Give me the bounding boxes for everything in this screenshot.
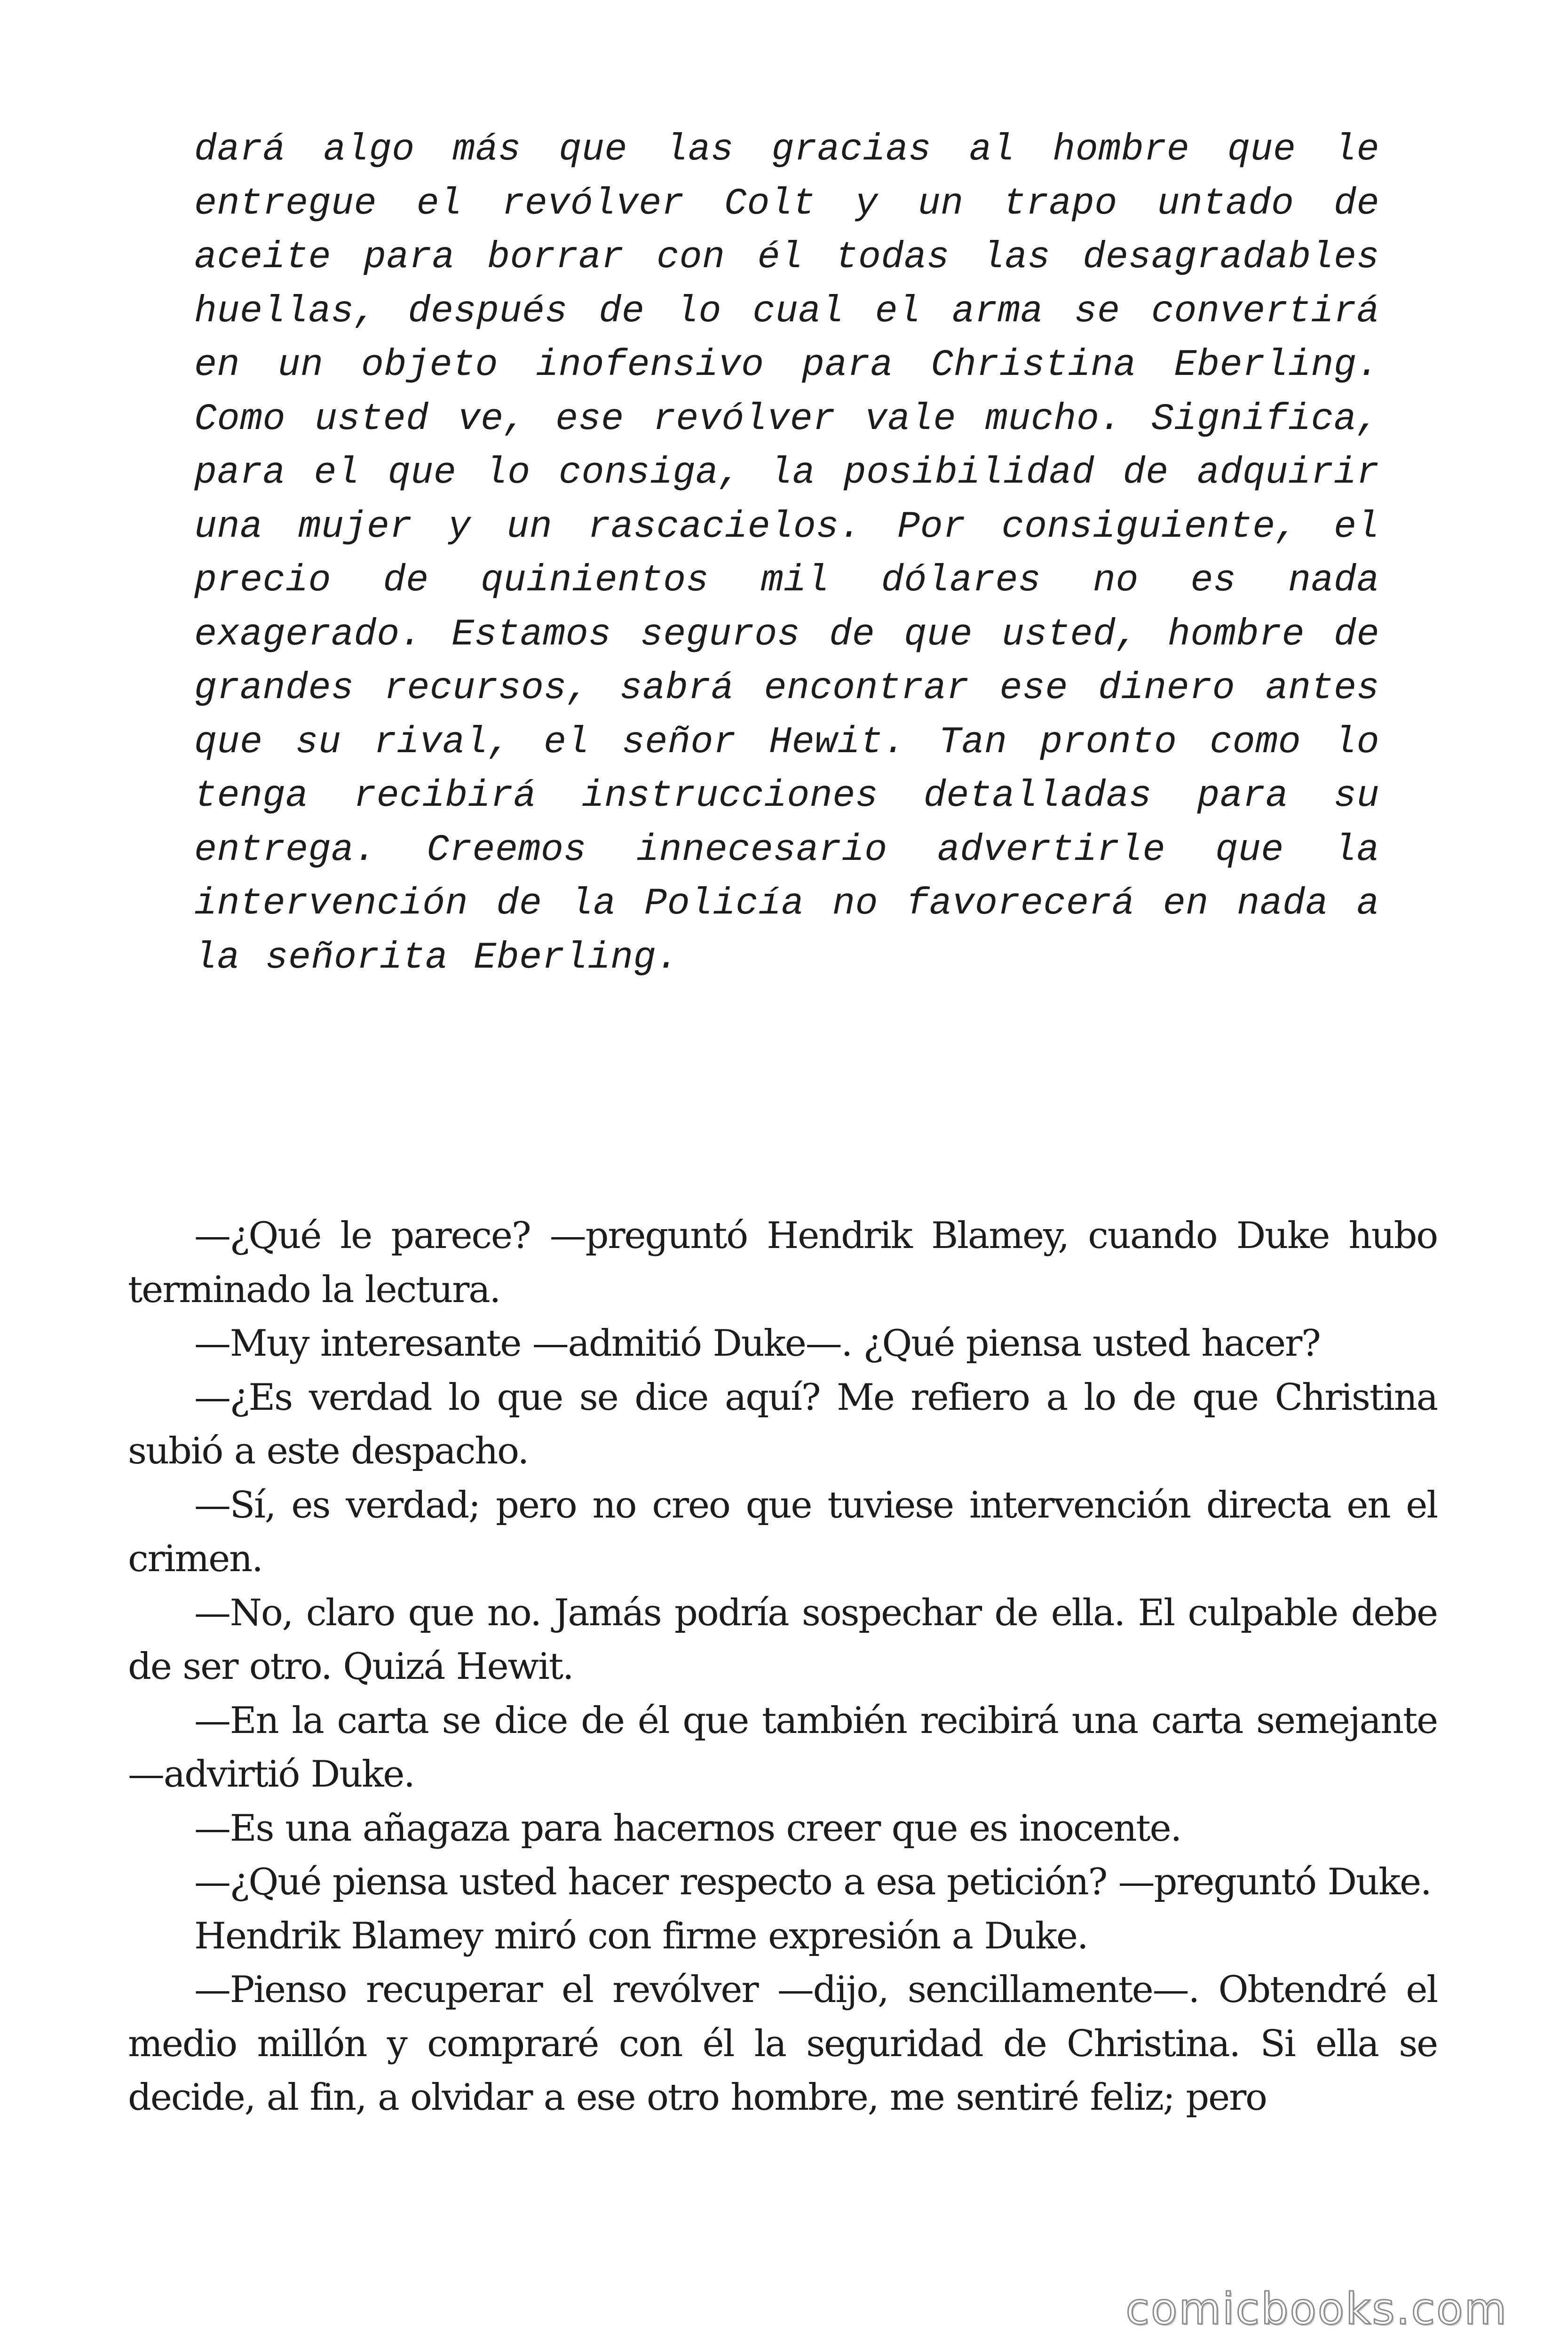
- watermark: comicbooks.com: [1125, 2284, 1508, 2334]
- paragraph: —En la carta se dice de él que también recibirá una carta semejante —advirtió Duke.: [128, 1699, 1437, 1796]
- paragraph: —¿Qué piensa usted hacer respecto a esa petición? —preguntó Duke.: [194, 1861, 1431, 1903]
- paragraph: Hendrik Blamey miró con firme expresión a Duke.: [194, 1915, 1088, 1957]
- paragraph: —Sí, es verdad; pero no creo que tuviese intervención directa en el crimen.: [128, 1484, 1437, 1580]
- paragraph: —No, claro que no. Jamás podría sospechar de ella. El culpable debe de ser otro. Quizá Hewit.: [128, 1591, 1437, 1688]
- narrative-body: [128, 1209, 1437, 2125]
- paragraph: —Es una añagaza para hacernos creer que es inocente.: [194, 1807, 1181, 1850]
- paragraph: —¿Qué le parece? —preguntó Hendrik Blamey, cuando Duke hubo terminado la lectura.: [128, 1215, 1437, 1311]
- paragraph: —Pienso recuperar el revólver —dijo, sencillamente—. Obtendré el medio millón y compraré con él la seguridad de Christina. Si ella se decide, al fin, a olvidar a ese otro hombre, me sentiré feliz; pero: [128, 1969, 1437, 2119]
- paragraph: —Muy interesante —admitió Duke—. ¿Qué piensa usted hacer?: [194, 1322, 1320, 1365]
- paragraph: —¿Es verdad lo que se dice aquí? Me refiero a lo de que Christina subió a este despacho.: [128, 1376, 1437, 1472]
- quoted-letter-text: dará algo más que las gracias al hombre que le entregue el revólver Colt y un trapo untado de aceite para borrar con él todas las desagradables huellas, después de lo cual el arma se convertirá en un objeto inofensivo para Christina Eberling. Como usted ve, ese revólver vale mucho. Significa, para el que lo consiga, la posibilidad de adquirir una mujer y un rascacielos. Por consiguiente, el precio de quinientos mil dólares no es nada exagerado. Estamos seguros de que usted, hombre de grandes recursos, sabrá encontrar ese dinero antes que su rival, el señor Hewit. Tan pronto como lo tenga recibirá instrucciones detalladas para su entrega. Creemos innecesario advertirle que la intervención de la Policía no favorecerá en nada a la señorita Eberling.: [194, 128, 1379, 979]
